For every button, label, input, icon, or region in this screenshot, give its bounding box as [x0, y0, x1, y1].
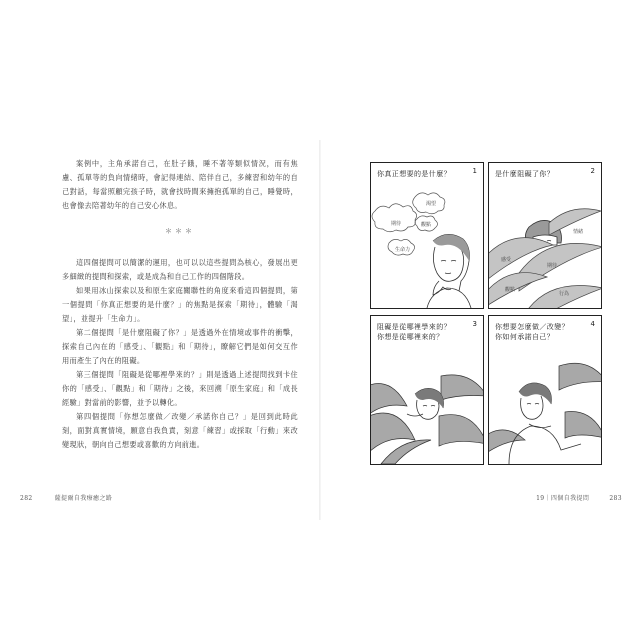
comic-panel-2 [488, 162, 602, 309]
leaf-4a [559, 363, 601, 390]
hair-fill [433, 234, 469, 261]
panel-3-number: 3 [472, 320, 477, 328]
leaf-3c [441, 375, 483, 400]
cloud-word-perspective: 觀點 [421, 222, 432, 228]
comic-panel-1 [370, 162, 484, 309]
panel-4-number: 4 [590, 320, 595, 328]
left-paragraph-1 [62, 157, 298, 213]
eyes [441, 261, 456, 262]
paragraph-question-2: 第二個提問「是什麼阻礙了你？」是透過外在情境或事件的衝擊，探索自己內在的「感受」、「觀點」和「期待」，瞭解它們是如何交互作用而產生了內在的阻礙。 [62, 328, 298, 365]
paragraph-four-questions: 這四個提問可以簡潔的運用，也可以以這些提問為核心，發展出更多細緻的提問和探索，或是成為和自己工作的四個階段。 [62, 258, 298, 281]
face-outline [433, 247, 463, 281]
hair-fill-4 [519, 383, 551, 404]
book-gutter [319, 140, 321, 520]
panel-1-number: 1 [472, 167, 477, 175]
panel-3-speech: 阻礙是從哪裡學來的？ 你想是從哪裡來的？ [377, 323, 451, 341]
leaf-word-perspective: 觀點 [505, 287, 516, 293]
panel-2-speech: 是什麼阻礙了你？ [495, 170, 555, 178]
leaf-word-expectation: 期待 [547, 263, 558, 269]
face-outline-3 [417, 398, 439, 419]
running-title: 薩提爾自我療癒之路 [54, 495, 113, 502]
section-separator: ＊＊＊ [165, 227, 195, 235]
eyes-3 [423, 406, 435, 407]
leaf-3d [439, 415, 483, 446]
right-page-number: 283 [609, 495, 622, 502]
face-outline-4 [521, 396, 543, 419]
left-page-number: 282 [20, 495, 33, 502]
comic-panel-4 [488, 315, 602, 465]
eyes-4 [527, 404, 539, 405]
cloud-word-yearning: 渴望 [426, 201, 437, 207]
cloud-word-expectation: 期待 [391, 221, 402, 227]
paragraph-question-4: 第四個提問「你想怎麼做／改變／承諾你自己？」是回到此時此刻，面對真實情境，願意自我負責，刻意「練習」或採取「行動」來改變現狀，朝向自己想要或喜歡的方向前進。 [62, 412, 298, 449]
leaf-word-feeling: 感受 [501, 257, 512, 263]
panel-1-illustration [371, 163, 483, 308]
left-folio [20, 493, 112, 502]
leaf-word-behavior: 行為 [559, 291, 570, 297]
left-paragraphs [62, 256, 298, 452]
panel-2-number: 2 [590, 167, 595, 175]
panel-2-illustration [489, 163, 601, 308]
paragraph-question-3: 第三個提問「阻礙是從哪裡學來的？」則是透過上述提問找到卡住你的「感受」、「觀點」和「期待」之後，來回溯「原生家庭」和「成長經驗」對當前的影響，並予以轉化。 [62, 370, 298, 407]
paragraph-iceberg: 如果用冰山探索以及和原生家庭關聯性的角度來看這四個提問，第一個提問「你真正想要的是什麼？」的焦點是探索「期待」，體驗「渴望」，並提升「生命力」。 [62, 286, 298, 323]
chapter-label: 19｜四個自我提問 [536, 495, 590, 502]
panel-1-speech: 你真正想要的是什麼？ [377, 170, 451, 178]
right-folio [536, 493, 622, 502]
panel-4-speech: 你想要怎麼做／改變？ 你如何承諾自己？ [495, 323, 569, 341]
leaf-4b [565, 412, 601, 438]
mouth [445, 273, 451, 274]
comic-panel-3 [370, 315, 484, 465]
thought-cloud-large [372, 204, 417, 232]
leaf-word-emotion: 情緒 [573, 229, 584, 235]
leaf-3a [371, 384, 407, 417]
leaf-3e [381, 440, 431, 464]
cloud-word-vitality: 生命力 [395, 247, 411, 253]
paragraph-case-summary: 案例中，主角承諾自己，在肚子餓，睡不著等類似情況，而有焦慮、孤單等的負向情緒時，會記得連結、陪伴自己，多練習和幼年的自己對話，每當照顧完孩子時，就會找時間來擁抱孤單的自己，睡覺時，也會像去陪著幼年的自己安心休息。 [62, 159, 298, 210]
